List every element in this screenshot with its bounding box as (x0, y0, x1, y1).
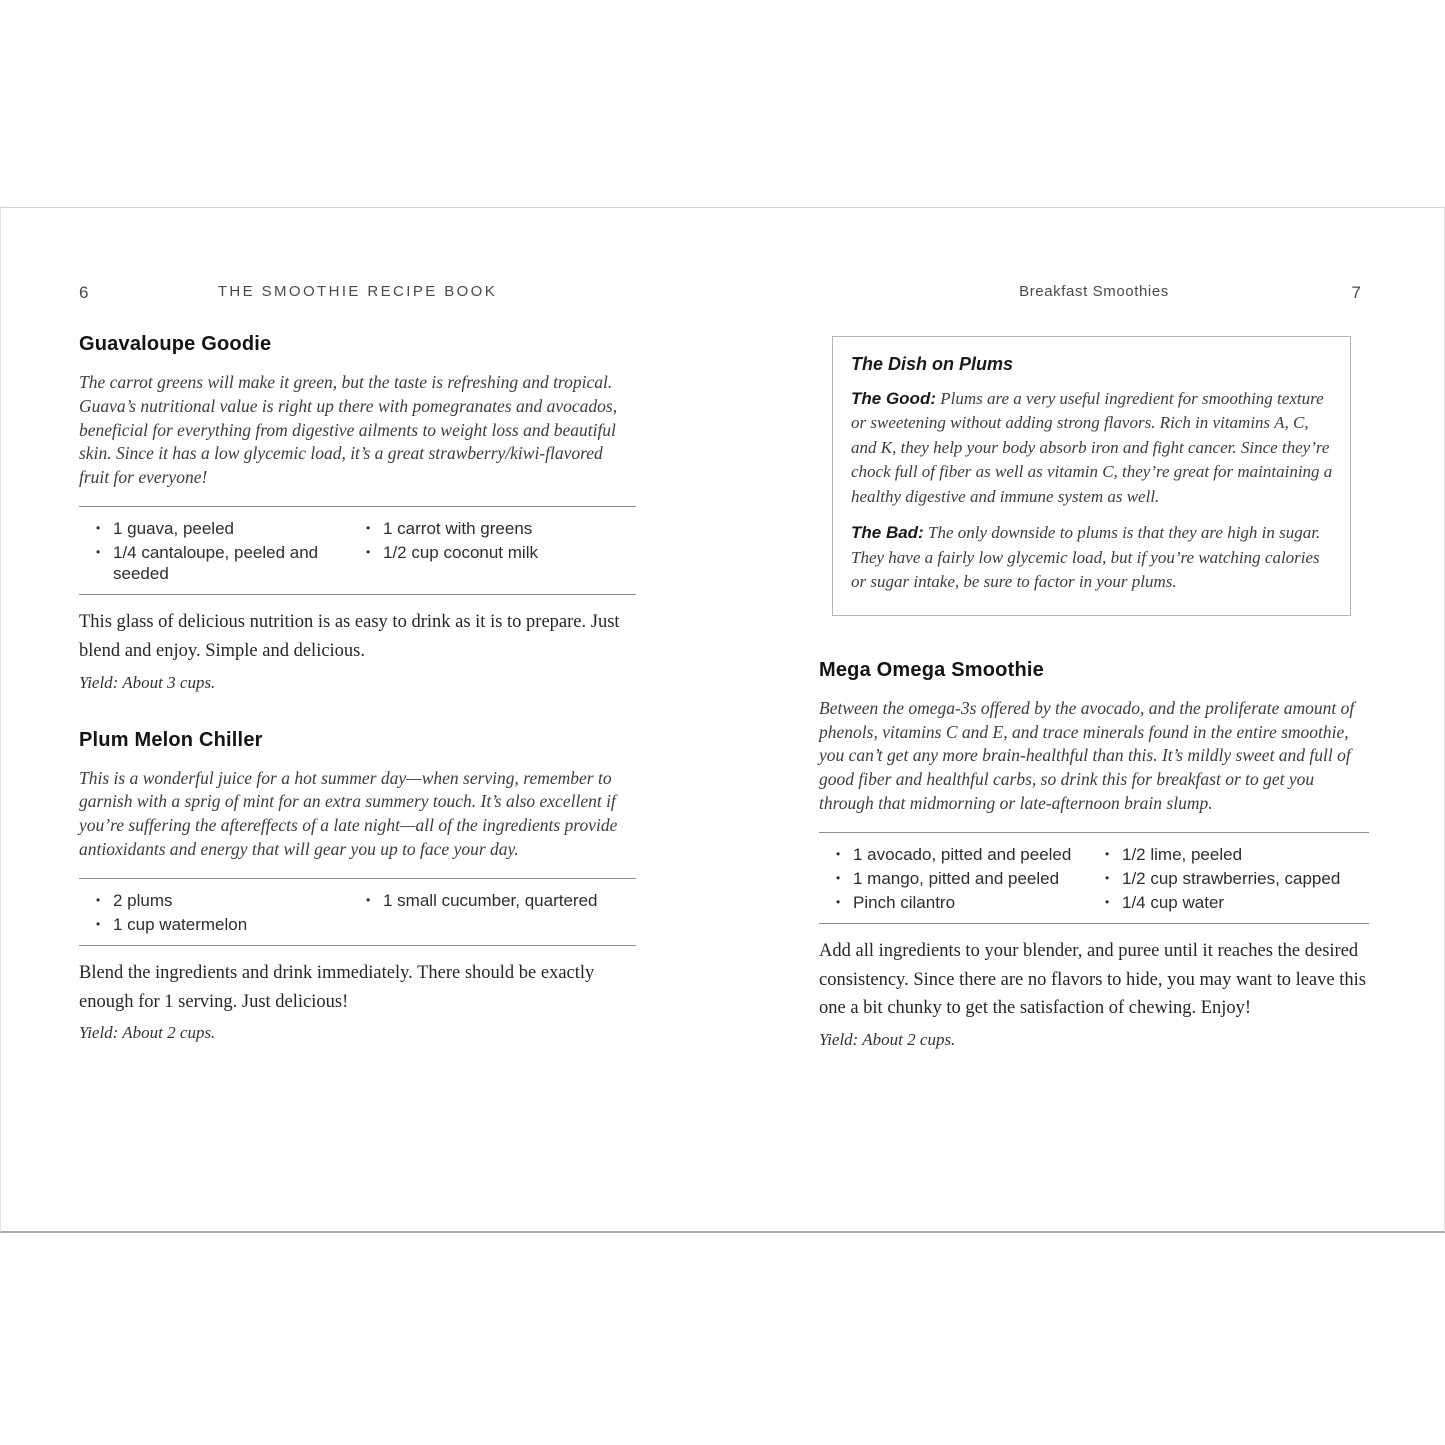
ingredient-column-2 (1105, 844, 1369, 913)
ingredient-text: • 1/2 cup coconut milk (383, 543, 538, 563)
ingredient-text: • 1/4 cup water (1122, 892, 1225, 912)
ingredient-item (96, 518, 366, 539)
recipe-yield: Yield: About 3 cups. (79, 672, 216, 692)
ingredient-text: • 1/2 cup strawberries, capped (1122, 868, 1341, 888)
recipe-yield: Yield: About 2 cups. (79, 1023, 216, 1043)
recipe-intro: Between the omega-3s offered by the avocado, and the proliferate amount of phenols, vitamins C and E, and trace minerals found in the entire smoothie, you can’t get any more brain-healthful than this. It’s mildly sweet and full of good fiber and healthful carbs, so drink this for breakfast or to get you through that midmorning or late-afternoon brain slump. (819, 697, 1355, 813)
ingredient-divider-bottom (79, 594, 636, 595)
recipe-title-guavaloupe-goodie: Guavaloupe Goodie (79, 333, 272, 355)
ingredient-list (79, 507, 636, 594)
ingredient-text: • 1 carrot with greens (383, 518, 533, 538)
ingredient-text: • 1 small cucumber, quartered (383, 890, 598, 910)
ingredient-text: • 2 plums (113, 890, 173, 910)
ingredient-item (1105, 892, 1369, 913)
recipe-intro: The carrot greens will make it green, but the taste is refreshing and tropical. Guava’s nutritional value is right up there with pomegranates and avocados, beneficial for everything from digestive ailments to weight loss and beautiful skin. Since it has a low glycemic load, it’s a great strawberry/kiwi-flavored fruit for everyone! (79, 372, 618, 488)
ingredient-list (79, 879, 636, 945)
ingredient-text: • 1/4 cantaloupe, peeled and seeded (113, 543, 319, 584)
sidebar-box-good-paragraph (851, 387, 1334, 509)
ingredient-column-1 (96, 890, 366, 935)
running-title-left: THE SMOOTHIE RECIPE BOOK (217, 283, 498, 300)
ingredient-item (366, 542, 636, 563)
recipe-instructions: This glass of delicious nutrition is as easy to drink as it is to prepare. Just blend and enjoy. Simple and delicious. (79, 612, 620, 661)
sidebar-box-title: The Dish on Plums (851, 354, 1014, 374)
left-page-header (79, 283, 636, 305)
recipe-instructions: Blend the ingredients and drink immediately. There should be exactly enough for 1 serving. Just delicious! (79, 962, 595, 1012)
page-number-right: 7 (1351, 283, 1361, 302)
ingredient-item (366, 518, 636, 539)
right-page-header (819, 283, 1369, 305)
ingredient-item (96, 890, 366, 911)
ingredient-item (836, 868, 1105, 889)
ingredient-divider-bottom (819, 923, 1369, 924)
page-left (79, 208, 636, 1043)
sidebar-box-dish-on-plums (832, 336, 1351, 616)
ingredient-item (836, 892, 1105, 913)
ingredient-text: • 1 guava, peeled (113, 518, 234, 538)
ingredient-text: • 1 cup watermelon (113, 914, 248, 934)
page-right (819, 208, 1369, 1050)
ingredient-list (819, 833, 1369, 923)
ingredient-column-1 (96, 518, 366, 584)
ingredient-item (836, 844, 1105, 865)
bad-label: The Bad: (851, 523, 924, 543)
sidebar-box-bad-paragraph (851, 521, 1334, 594)
bad-text: The only downside to plums is that they are high in sugar. They have a fairly low glycemic load, but if you’re watching calories or sugar intake, be sure to factor in your plums. (851, 523, 1321, 592)
recipe-title-plum-melon-chiller: Plum Melon Chiller (79, 728, 263, 751)
good-text: Plums are a very useful ingredient for smoothing texture or sweetening without adding strong flavors. Rich in vitamins A, C, and K, they help your body absorb iron and fight cancer. Since they’re chock full of fiber as well as vitamin C, they’re great for maintaining a healthy digestive and immune system as well. (851, 389, 1333, 506)
recipe-yield: Yield: About 2 cups. (819, 1029, 956, 1049)
ingredient-text: • 1/2 lime, peeled (1122, 844, 1243, 864)
recipe-title-mega-omega-smoothie: Mega Omega Smoothie (819, 658, 1044, 681)
ingredient-text: • Pinch cilantro (853, 892, 956, 912)
ingredient-item (366, 890, 636, 911)
ingredient-divider-bottom (79, 945, 636, 946)
ingredient-column-2 (366, 518, 636, 584)
ingredient-column-1 (836, 844, 1105, 913)
ingredient-item (1105, 868, 1369, 889)
recipe-intro: This is a wonderful juice for a hot summer day—when serving, remember to garnish with a sprig of mint for an extra summery touch. It’s also excellent if you’re suffering the aftereffects of a late night—all of the ingredients provide antioxidants and energy that will gear you up to face your day. (79, 767, 618, 859)
page-number-left: 6 (79, 283, 89, 302)
running-title-right: Breakfast Smoothies (1019, 283, 1169, 300)
good-label: The Good: (851, 389, 936, 408)
ingredient-column-2 (366, 890, 636, 935)
ingredient-text: • 1 mango, pitted and peeled (853, 868, 1060, 888)
ingredient-item (96, 542, 366, 584)
recipe-instructions: Add all ingredients to your blender, and puree until it reaches the desired consistency. Since there are no flavors to hide, you may want to leave this one a bit chunky to get the satisfaction of chewing. Enjoy! (819, 940, 1366, 1019)
book-spread (0, 207, 1445, 1233)
ingredient-item (1105, 844, 1369, 865)
ingredient-text: • 1 avocado, pitted and peeled (853, 844, 1072, 864)
ingredient-item (96, 914, 366, 935)
